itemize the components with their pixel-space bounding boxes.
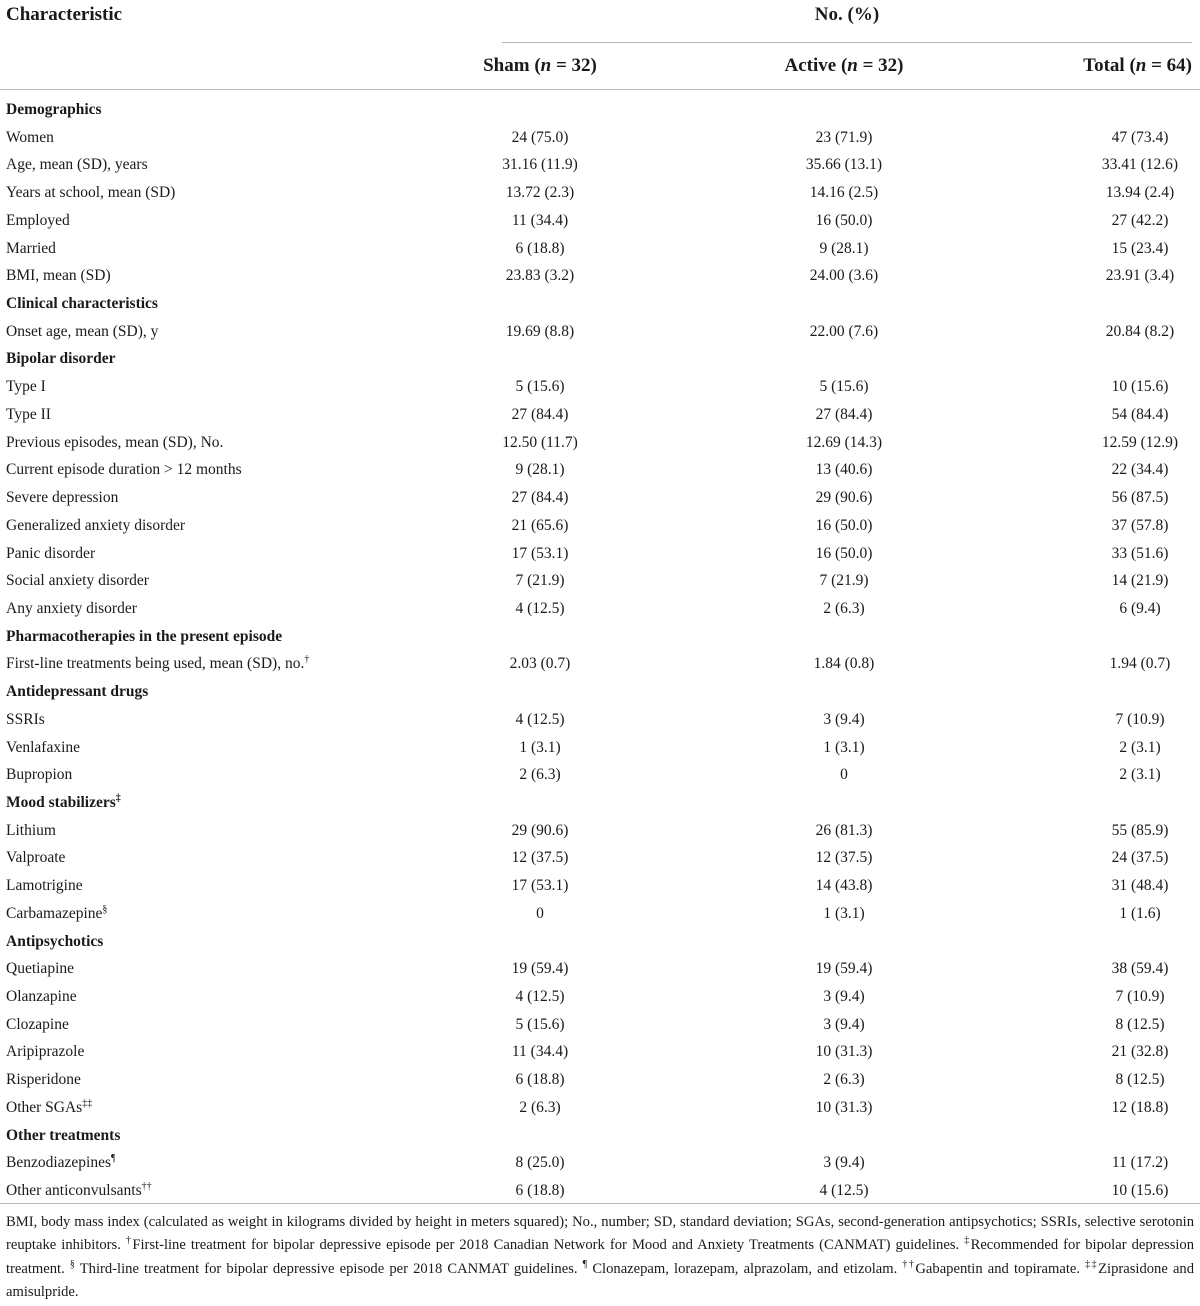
cell-sham: 5 (15.6) bbox=[515, 378, 565, 396]
table-row bbox=[0, 1067, 1200, 1095]
cell-sham: 24 (75.0) bbox=[511, 128, 569, 146]
row-label: Women bbox=[6, 128, 54, 146]
row-label: First-line treatments being used, mean (SD), no.† bbox=[6, 654, 310, 673]
cell-active: 1.84 (0.8) bbox=[813, 655, 875, 673]
cell-active: 7 (21.9) bbox=[819, 572, 869, 590]
cell-sham: 29 (90.6) bbox=[511, 821, 569, 839]
row-label: Bupropion bbox=[6, 766, 73, 784]
cell-sham: 1 (3.1) bbox=[519, 738, 561, 756]
row-label: Clozapine bbox=[6, 1015, 69, 1033]
cell-sham: 31.16 (11.9) bbox=[502, 156, 578, 174]
table-row bbox=[0, 1095, 1200, 1123]
cell-active: 16 (50.0) bbox=[815, 211, 873, 229]
table-row bbox=[0, 541, 1200, 569]
cell-total: 13.94 (2.4) bbox=[1105, 184, 1175, 202]
footnote-marker: †† bbox=[902, 1258, 916, 1270]
cell-sham: 21 (65.6) bbox=[511, 516, 569, 534]
row-label: Onset age, mean (SD), y bbox=[6, 322, 159, 340]
cell-total: 12 (18.8) bbox=[1111, 1098, 1169, 1116]
table-header-columns bbox=[0, 43, 1200, 90]
cell-sham: 0 bbox=[536, 904, 544, 922]
section-row bbox=[0, 624, 1200, 652]
cell-total: 1 (1.6) bbox=[1119, 904, 1161, 922]
cell-total: 54 (84.4) bbox=[1111, 405, 1169, 423]
row-label: BMI, mean (SD) bbox=[6, 267, 111, 285]
row-label: Type II bbox=[6, 405, 51, 423]
table-row bbox=[0, 208, 1200, 236]
table-row bbox=[0, 984, 1200, 1012]
cell-sham: 11 (34.4) bbox=[511, 1043, 569, 1061]
cell-total: 33 (51.6) bbox=[1111, 544, 1169, 562]
cell-total: 15 (23.4) bbox=[1111, 239, 1169, 257]
table-row bbox=[0, 485, 1200, 513]
cell-active: 14.16 (2.5) bbox=[809, 184, 879, 202]
section-label: Other treatments bbox=[6, 1126, 121, 1144]
cell-total: 21 (32.8) bbox=[1111, 1043, 1169, 1061]
row-label: Social anxiety disorder bbox=[6, 572, 149, 590]
cell-total: 10 (15.6) bbox=[1111, 1182, 1169, 1200]
footnote-marker: ¶ bbox=[582, 1258, 588, 1270]
row-label: Lithium bbox=[6, 821, 56, 839]
section-label: Demographics bbox=[6, 101, 102, 118]
cell-total: 1.94 (0.7) bbox=[1109, 655, 1171, 673]
table-row bbox=[0, 263, 1200, 291]
cell-active: 1 (3.1) bbox=[823, 904, 865, 922]
cell-active: 23 (71.9) bbox=[815, 128, 873, 146]
cell-active: 22.00 (7.6) bbox=[809, 322, 879, 340]
table-row bbox=[0, 125, 1200, 153]
footnote-marker: ¶ bbox=[111, 1153, 116, 1165]
row-label: Valproate bbox=[6, 849, 66, 867]
cell-sham: 23.83 (3.2) bbox=[505, 267, 575, 285]
table-row bbox=[0, 1039, 1200, 1067]
column-header-total: Total (n = 64) bbox=[1083, 55, 1192, 76]
cell-total: 37 (57.8) bbox=[1111, 516, 1169, 534]
table-row bbox=[0, 457, 1200, 485]
cell-active: 5 (15.6) bbox=[819, 378, 869, 396]
cell-total: 8 (12.5) bbox=[1115, 1071, 1165, 1089]
table-row bbox=[0, 430, 1200, 458]
cell-active: 3 (9.4) bbox=[823, 1154, 865, 1172]
cell-sham: 17 (53.1) bbox=[511, 877, 569, 895]
cell-sham: 6 (18.8) bbox=[515, 1182, 565, 1200]
table-row bbox=[0, 873, 1200, 901]
cell-total: 11 (17.2) bbox=[1111, 1154, 1169, 1172]
table-header-top bbox=[0, 0, 1200, 42]
cell-sham: 4 (12.5) bbox=[515, 710, 565, 728]
characteristic-header: Characteristic bbox=[6, 4, 123, 25]
cell-total: 2 (3.1) bbox=[1119, 738, 1161, 756]
cell-active: 0 bbox=[840, 766, 848, 784]
cell-sham: 11 (34.4) bbox=[511, 211, 569, 229]
cell-sham: 5 (15.6) bbox=[515, 1015, 565, 1033]
row-label: Aripiprazole bbox=[6, 1043, 85, 1061]
section-row bbox=[0, 291, 1200, 319]
table-row bbox=[0, 152, 1200, 180]
row-label: Olanzapine bbox=[6, 988, 77, 1005]
cell-active: 4 (12.5) bbox=[819, 1182, 869, 1200]
cell-sham: 17 (53.1) bbox=[511, 544, 569, 562]
cell-sham: 9 (28.1) bbox=[515, 461, 565, 479]
row-label: Benzodiazepines¶ bbox=[6, 1153, 116, 1172]
footnote-marker: † bbox=[304, 654, 310, 666]
cell-active: 9 (28.1) bbox=[819, 239, 869, 257]
footnote-marker: § bbox=[102, 903, 108, 915]
cell-active: 13 (40.6) bbox=[815, 461, 873, 479]
cell-active: 2 (6.3) bbox=[823, 1071, 865, 1089]
section-label: Antidepressant drugs bbox=[6, 683, 149, 701]
cell-sham: 4 (12.5) bbox=[515, 988, 565, 1005]
footnote-marker: †† bbox=[141, 1180, 152, 1192]
table-row bbox=[0, 513, 1200, 541]
cell-active: 27 (84.4) bbox=[815, 405, 873, 423]
cell-total: 2 (3.1) bbox=[1119, 766, 1161, 784]
cell-active: 35.66 (13.1) bbox=[805, 156, 883, 174]
cell-active: 1 (3.1) bbox=[823, 738, 865, 756]
footer-rule bbox=[0, 1203, 1200, 1204]
table-row bbox=[0, 1178, 1200, 1206]
table-row bbox=[0, 236, 1200, 264]
row-label: Years at school, mean (SD) bbox=[6, 184, 176, 202]
row-label: Current episode duration > 12 months bbox=[6, 461, 242, 479]
cell-sham: 13.72 (2.3) bbox=[505, 184, 575, 202]
cell-active: 10 (31.3) bbox=[815, 1043, 873, 1061]
cell-active: 24.00 (3.6) bbox=[809, 267, 879, 285]
cell-total: 38 (59.4) bbox=[1111, 960, 1169, 978]
table-row bbox=[0, 845, 1200, 873]
table-row bbox=[0, 1150, 1200, 1178]
cell-sham: 19 (59.4) bbox=[511, 960, 569, 978]
cell-active: 26 (81.3) bbox=[815, 821, 873, 839]
cell-sham: 2 (6.3) bbox=[519, 1098, 561, 1116]
row-label: Quetiapine bbox=[6, 960, 75, 978]
cell-total: 31 (48.4) bbox=[1111, 877, 1169, 895]
table-row bbox=[0, 319, 1200, 347]
group-header: No. (%) bbox=[814, 4, 880, 25]
cell-total: 24 (37.5) bbox=[1111, 849, 1169, 867]
row-label: Employed bbox=[6, 211, 70, 229]
table-row bbox=[0, 956, 1200, 984]
cell-active: 2 (6.3) bbox=[823, 599, 865, 617]
cell-active: 3 (9.4) bbox=[823, 1015, 865, 1033]
footnote-marker: ‡‡ bbox=[1085, 1258, 1099, 1270]
section-row bbox=[0, 679, 1200, 707]
table-row bbox=[0, 374, 1200, 402]
cell-total: 10 (15.6) bbox=[1111, 378, 1169, 396]
cell-sham: 6 (18.8) bbox=[515, 239, 565, 257]
row-label: Risperidone bbox=[6, 1071, 81, 1089]
section-label: Antipsychotics bbox=[6, 932, 104, 950]
column-header-active: Active (n = 32) bbox=[784, 55, 904, 76]
cell-active: 12.69 (14.3) bbox=[805, 433, 883, 451]
row-label: Lamotrigine bbox=[6, 877, 83, 895]
row-label: Type I bbox=[6, 378, 46, 396]
cell-total: 55 (85.9) bbox=[1111, 821, 1169, 839]
row-label: Any anxiety disorder bbox=[6, 599, 137, 617]
footnote-marker: ‡‡ bbox=[82, 1097, 93, 1109]
row-label: Other anticonvulsants†† bbox=[6, 1180, 152, 1200]
cell-active: 3 (9.4) bbox=[823, 988, 865, 1005]
row-label: Panic disorder bbox=[6, 544, 96, 562]
cell-active: 10 (31.3) bbox=[815, 1098, 873, 1116]
table-row bbox=[0, 596, 1200, 624]
cell-total: 23.91 (3.4) bbox=[1105, 267, 1175, 285]
section-row bbox=[0, 346, 1200, 374]
table-row bbox=[0, 901, 1200, 929]
cell-active: 16 (50.0) bbox=[815, 516, 873, 534]
table-row bbox=[0, 651, 1200, 679]
column-header-sham: Sham (n = 32) bbox=[483, 55, 597, 76]
section-row bbox=[0, 1123, 1200, 1151]
cell-active: 29 (90.6) bbox=[815, 489, 873, 507]
row-label: Carbamazepine§ bbox=[6, 903, 108, 922]
table-row bbox=[0, 818, 1200, 846]
header-rule bbox=[0, 89, 1200, 90]
cell-total: 33.41 (12.6) bbox=[1101, 156, 1179, 174]
row-label: Previous episodes, mean (SD), No. bbox=[6, 433, 224, 451]
cell-total: 27 (42.2) bbox=[1111, 211, 1169, 229]
section-row bbox=[0, 97, 1200, 125]
cell-sham: 7 (21.9) bbox=[515, 572, 565, 590]
cell-active: 16 (50.0) bbox=[815, 544, 873, 562]
footnote-marker: † bbox=[125, 1235, 133, 1247]
cell-active: 14 (43.8) bbox=[815, 877, 873, 895]
cell-total: 20.84 (8.2) bbox=[1105, 322, 1175, 340]
cell-sham: 12 (37.5) bbox=[511, 849, 569, 867]
cell-total: 7 (10.9) bbox=[1115, 710, 1165, 728]
row-label: Married bbox=[6, 239, 56, 257]
cell-total: 6 (9.4) bbox=[1119, 599, 1161, 617]
footnote-marker: ‡ bbox=[964, 1235, 971, 1247]
row-label: Other SGAs‡‡ bbox=[6, 1097, 93, 1116]
cell-total: 12.59 (12.9) bbox=[1101, 433, 1179, 451]
cell-active: 19 (59.4) bbox=[815, 960, 873, 978]
cell-sham: 2 (6.3) bbox=[519, 766, 561, 784]
cell-sham: 8 (25.0) bbox=[515, 1154, 565, 1172]
table-row bbox=[0, 762, 1200, 790]
cell-total: 14 (21.9) bbox=[1111, 572, 1169, 590]
table-row bbox=[0, 1012, 1200, 1040]
section-label: Bipolar disorder bbox=[6, 350, 116, 368]
section-label: Pharmacotherapies in the present episode bbox=[6, 627, 283, 645]
row-label: Severe depression bbox=[6, 489, 119, 507]
cell-sham: 2.03 (0.7) bbox=[509, 655, 571, 673]
table-footnote: BMI, body mass index (calculated as weight in kilograms divided by height in meters squared); No., number; SD, standard deviation; SGAs, second-generation antipsychotics; SSRIs, selective serotonin reuptake inhibitors. †First-line treatment for bipolar depressive episode per 2018 Canadian Network for Mood and Anxiety Treatments (CANMAT) guidelines. ‡Recommended for bipolar depression treatment. § Third-line treatment for bipolar depressive episode per 2018 CANMAT guidelines. ¶ Clonazepam, lorazepam, alprazolam, and etizolam. ††Gabapentin and topiramate. ‡‡Ziprasidone and amisulpride. bbox=[6, 1214, 1195, 1301]
row-label: SSRIs bbox=[6, 710, 45, 728]
cell-sham: 27 (84.4) bbox=[511, 489, 569, 507]
table-body bbox=[0, 97, 1200, 1206]
table-row bbox=[0, 735, 1200, 763]
cell-sham: 19.69 (8.8) bbox=[505, 322, 575, 340]
row-label: Generalized anxiety disorder bbox=[6, 516, 186, 534]
cell-sham: 6 (18.8) bbox=[515, 1071, 565, 1089]
section-label: Clinical characteristics bbox=[6, 295, 158, 313]
cell-total: 22 (34.4) bbox=[1111, 461, 1169, 479]
row-label: Age, mean (SD), years bbox=[6, 156, 148, 174]
table-row bbox=[0, 402, 1200, 430]
table-row bbox=[0, 707, 1200, 735]
cell-total: 8 (12.5) bbox=[1115, 1015, 1165, 1033]
section-row bbox=[0, 929, 1200, 957]
table-row bbox=[0, 568, 1200, 596]
cell-total: 7 (10.9) bbox=[1115, 988, 1165, 1005]
cell-total: 47 (73.4) bbox=[1111, 128, 1169, 146]
section-label: Mood stabilizers‡ bbox=[6, 792, 121, 811]
table-row bbox=[0, 180, 1200, 208]
footnote-marker: § bbox=[69, 1258, 75, 1270]
cell-active: 3 (9.4) bbox=[823, 710, 865, 728]
cell-active: 12 (37.5) bbox=[815, 849, 873, 867]
section-row bbox=[0, 790, 1200, 818]
cell-sham: 12.50 (11.7) bbox=[502, 433, 578, 451]
cell-sham: 27 (84.4) bbox=[511, 405, 569, 423]
cell-sham: 4 (12.5) bbox=[515, 599, 565, 617]
footnote-marker: ‡ bbox=[115, 792, 121, 804]
row-label: Venlafaxine bbox=[6, 738, 81, 756]
cell-total: 56 (87.5) bbox=[1111, 489, 1169, 507]
